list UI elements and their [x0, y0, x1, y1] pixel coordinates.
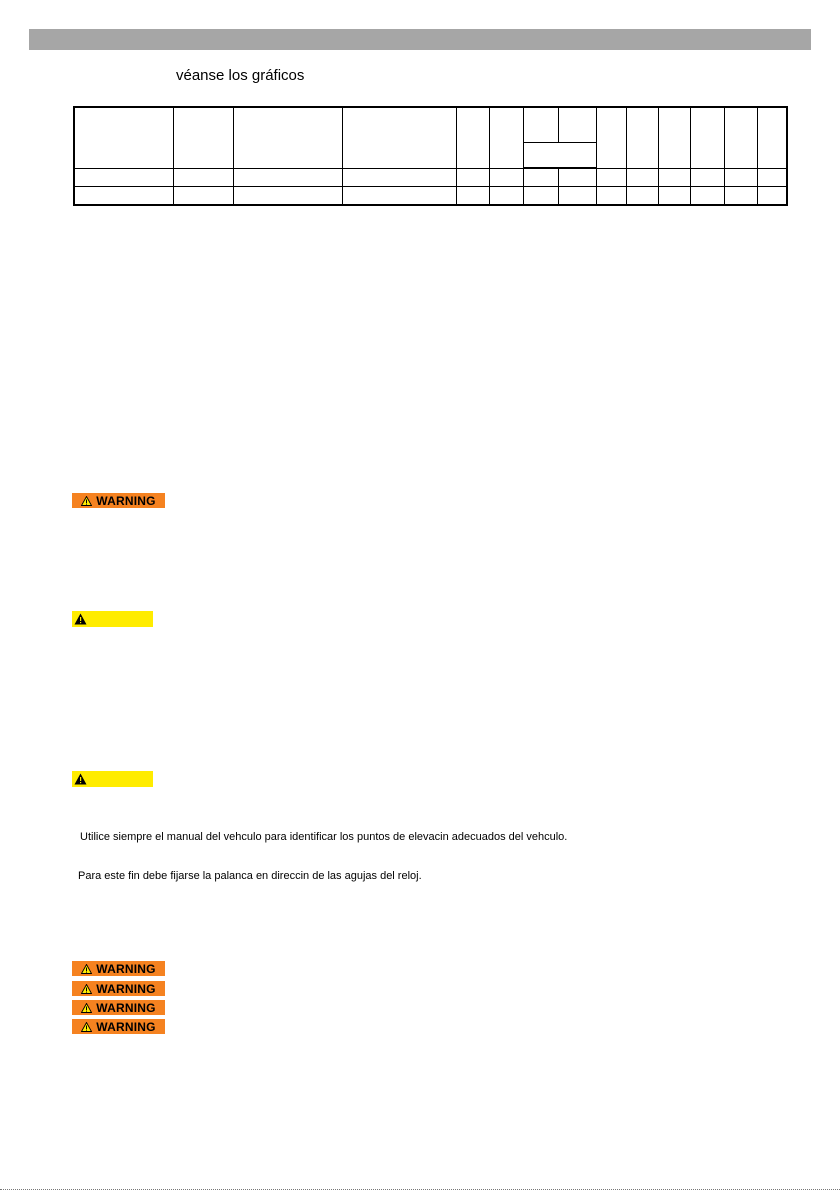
table-cell: [523, 168, 558, 187]
table-header-cell: [558, 107, 596, 143]
table-cell: [456, 187, 489, 206]
warning-triangle-icon: [81, 984, 92, 994]
caution-triangle-icon: [74, 773, 87, 785]
warning-triangle-icon: [81, 496, 92, 506]
table-header-cell: [173, 107, 233, 168]
table-cell: [596, 187, 626, 206]
warning-badge: [72, 1019, 165, 1034]
table-row: [74, 168, 787, 187]
table-cell: [690, 187, 724, 206]
table-cell: [596, 168, 626, 187]
table-header-cell: [724, 107, 757, 168]
table-header-cell: [456, 107, 489, 168]
table-header-cell: [74, 107, 173, 168]
spec-table: [73, 106, 788, 206]
caution-badge: [72, 611, 153, 627]
table-header-cell: [658, 107, 690, 168]
table-cell: [558, 168, 596, 187]
table-header-row: [74, 107, 787, 143]
warning-label: WARNING: [96, 1019, 156, 1034]
table-cell: [626, 187, 658, 206]
table-cell: [757, 168, 787, 187]
table-cell: [658, 168, 690, 187]
lever-direction-paragraph: Para este fin debe fijarse la palanca en direccin de las agujas del reloj.: [78, 870, 422, 882]
warning-badge: [72, 1000, 165, 1015]
reference-text: véanse los gráficos: [176, 67, 305, 84]
table-cell: [690, 168, 724, 187]
table-cell: [757, 187, 787, 206]
warning-label: WARNING: [96, 981, 156, 996]
warning-badge: [72, 961, 165, 976]
header-bar: [29, 29, 811, 50]
warning-label: WARNING: [96, 1000, 156, 1015]
lift-points-paragraph: Utilice siempre el manual del vehculo para identificar los puntos de elevacin adecuados del vehculo.: [80, 831, 568, 843]
warning-triangle-icon: [81, 964, 92, 974]
table-cell: [342, 168, 456, 187]
warning-triangle-icon: [81, 1003, 92, 1013]
table-row: [74, 187, 787, 206]
table-cell: [724, 187, 757, 206]
table-header-cell: [596, 107, 626, 168]
table-header-cell: [757, 107, 787, 168]
table-header-cell: [523, 107, 558, 143]
warning-label: WARNING: [96, 493, 156, 508]
table-cell: [233, 187, 342, 206]
table-header-cell: [626, 107, 658, 168]
table-cell: [658, 187, 690, 206]
footer-divider: [0, 1189, 840, 1190]
caution-badge: [72, 771, 153, 787]
table-cell: [74, 168, 173, 187]
warning-label: WARNING: [96, 961, 156, 976]
table-cell: [523, 187, 558, 206]
table-header-cell: [523, 143, 596, 169]
table-cell: [489, 168, 523, 187]
table-header-cell: [342, 107, 456, 168]
warning-badge: [72, 981, 165, 996]
caution-triangle-icon: [74, 613, 87, 625]
table-header-cell: [489, 107, 523, 168]
table-cell: [558, 187, 596, 206]
warning-badge: [72, 493, 165, 508]
table-cell: [173, 187, 233, 206]
table-cell: [233, 168, 342, 187]
table-cell: [626, 168, 658, 187]
table-header-cell: [233, 107, 342, 168]
table-cell: [724, 168, 757, 187]
table-cell: [456, 168, 489, 187]
table-cell: [489, 187, 523, 206]
table-cell: [173, 168, 233, 187]
warning-triangle-icon: [81, 1022, 92, 1032]
table-cell: [74, 187, 173, 206]
table-cell: [342, 187, 456, 206]
table-header-cell: [690, 107, 724, 168]
